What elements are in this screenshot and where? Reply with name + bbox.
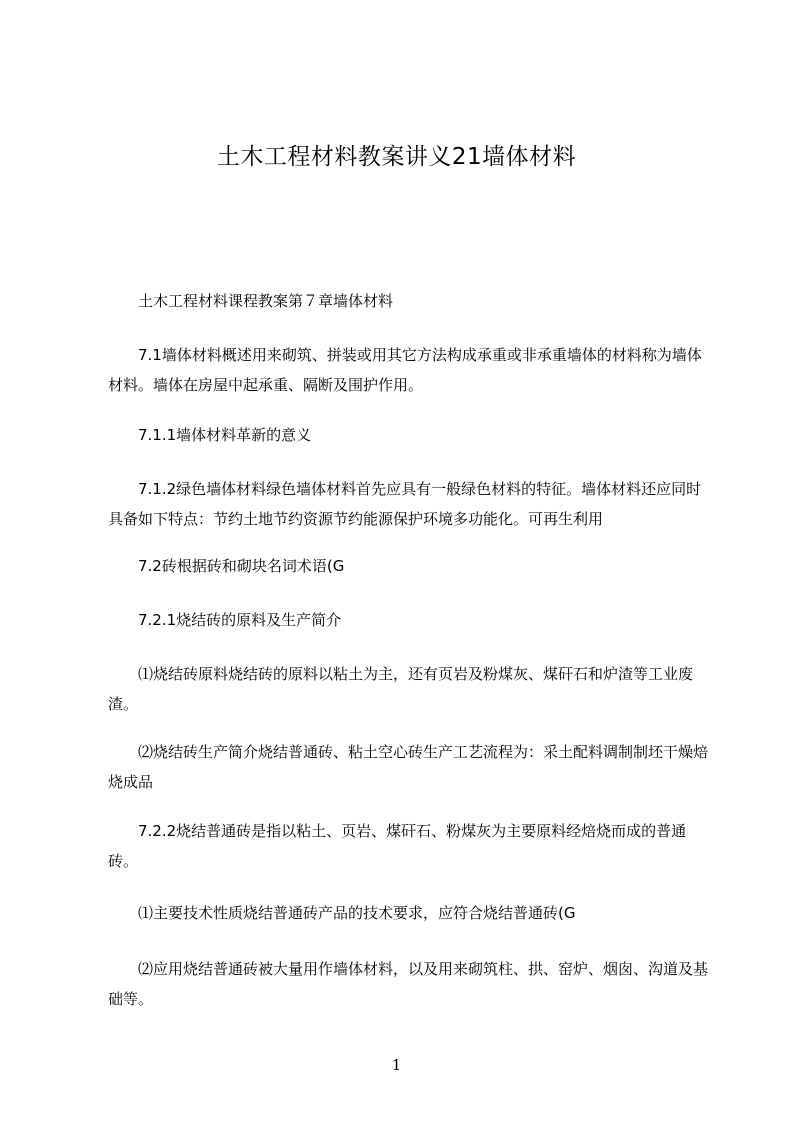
paragraph-7-1-1: 7.1.1墙体材料革新的意义 [138, 426, 312, 444]
paragraph-technical-properties: ⑴主要技术性质烧结普通砖产品的技术要求，应符合烧结普通砖(G [138, 904, 576, 922]
paragraph-7-1-2: 7.1.2绿色墙体材料绿色墙体材料首先应具有一般绿色材料的特征。墙体材料还应同时具备如下特点：节约土地节约资源节约能源保护环境多功能化。可再生利用 [108, 480, 702, 528]
paragraph-application: ⑵应用烧结普通砖被大量用作墙体材料，以及用来砌筑柱、拱、窑炉、烟囱、沟道及基础等。 [108, 960, 709, 1008]
paragraph-raw-materials: ⑴烧结砖原料烧结砖的原料以粘土为主，还有页岩及粉煤灰、煤矸石和炉渣等工业废渣。 [108, 665, 694, 713]
paragraph-production: ⑵烧结砖生产简介烧结普通砖、粘土空心砖生产工艺流程为：采土配料调制制坯干燥焙烧成品 [108, 743, 709, 791]
page-number: 1 [391, 1056, 402, 1074]
paragraph-7-2: 7.2砖根据砖和砌块名词术语(G [138, 557, 345, 575]
paragraph-7-2-2: 7.2.2烧结普通砖是指以粘土、页岩、煤矸石、粉煤灰为主要原料经焙烧而成的普通砖。 [108, 822, 687, 870]
document-title: 土木工程材料教案讲义21墙体材料 [216, 144, 577, 170]
paragraph-7-1: 7.1墙体材料概述用来砌筑、拼装或用其它方法构成承重或非承重墙体的材料称为墙体材料。墙体在房屋中起承重、隔断及围护作用。 [108, 346, 702, 394]
paragraph-7-2-1: 7.2.1烧结砖的原料及生产简介 [138, 611, 342, 629]
paragraph-course-heading: 土木工程材料课程教案第７章墙体材料 [138, 292, 394, 310]
